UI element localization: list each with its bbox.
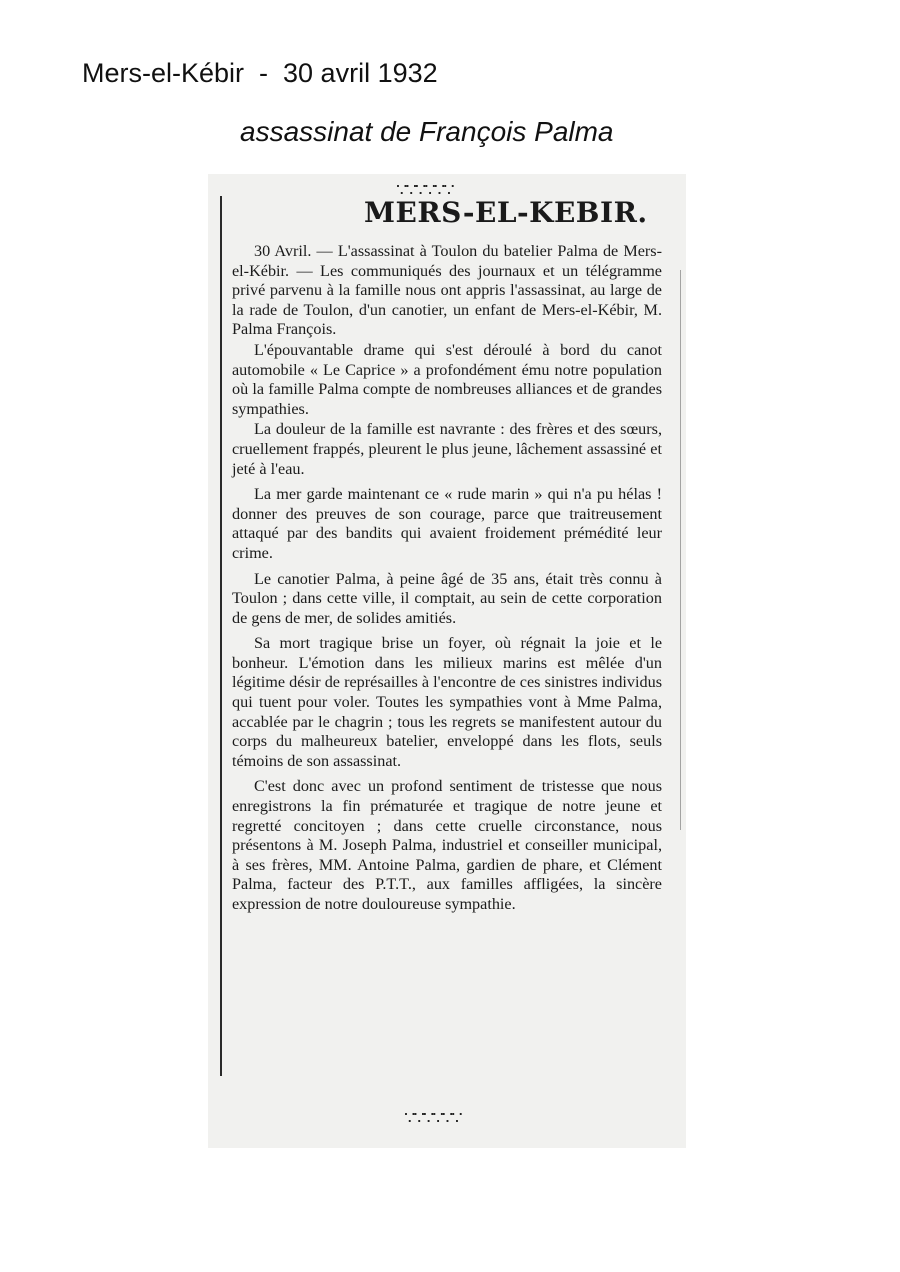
document-header: Mers-el-Kébir - 30 avril 1932	[82, 58, 438, 88]
article-title: MERS-EL-KEBIR.	[364, 196, 648, 229]
article-paragraph: C'est donc avec un profond sentiment de tristesse que nous enregistrons la fin prématurée et tragique de notre jeune et regretté concitoyen ; dans cette cruelle circonstance, nous présentons à M. Joseph Palma, industriel et conseiller municipal, à ses frères, MM. Antoine Palma, gardien de phare, et Clément Palma, facteur des P.T.T., aux familles affligées, la sincère expression de notre douloureuse sympathie.	[232, 777, 662, 913]
newspaper-clipping	[208, 174, 686, 1148]
article-body	[232, 242, 662, 915]
article-paragraph: Sa mort tragique brise un foyer, où régnait la joie et le bonheur. L'émotion dans les milieux marins est mêlée d'un légitime désir de représailles à l'encontre de ces sinistres individus qui tuent pour voler. Toutes les sympathies vont à Mme Palma, accablée par le chagrin ; tous les regrets se manifestent autour du corps du malheureux batelier, enveloppé dans les flots, seuls témoins de son assassinat.	[232, 634, 662, 770]
document-subtitle: assassinat de François Palma	[240, 116, 614, 147]
right-column-rule	[680, 270, 681, 830]
article-paragraph: Le canotier Palma, à peine âgé de 35 ans, était très connu à Toulon ; dans cette ville, il comptait, au sein de cette corporation de gens de mer, de solides amitiés.	[232, 569, 662, 627]
article-paragraph: La mer garde maintenant ce « rude marin » qui n'a pu hélas ! donner des preuves de son courage, parce que traitreusement attaqué par des bandits qui avaient froidement prémédité leur crime.	[232, 485, 662, 562]
column-rule	[220, 196, 222, 1076]
ornament-bottom-icon: ∵∵∵∵∵∵	[404, 1108, 461, 1129]
article-paragraph: La douleur de la famille est navrante : des frères et des sœurs, cruellement frappés, pleurent le plus jeune, lâchement assassiné et jeté à l'eau.	[232, 420, 662, 478]
article-paragraph: L'épouvantable drame qui s'est déroulé à bord du canot automobile « Le Caprice » a profondément ému notre population où la famille Palma compte de nombreuses alliances et de grandes sympathies.	[232, 340, 662, 418]
article-paragraph: 30 Avril. — L'assassinat à Toulon du batelier Palma de Mers-el-Kébir. — Les communiqués des journaux et un télégramme privé parvenu à la famille nous ont appris l'assassinat, au large de la rade de Toulon, d'un canotier, un enfant de Mers-el-Kébir, M. Palma François.	[232, 242, 662, 339]
ornament-top-icon: ∵∵∵∵∵∵	[396, 180, 453, 201]
